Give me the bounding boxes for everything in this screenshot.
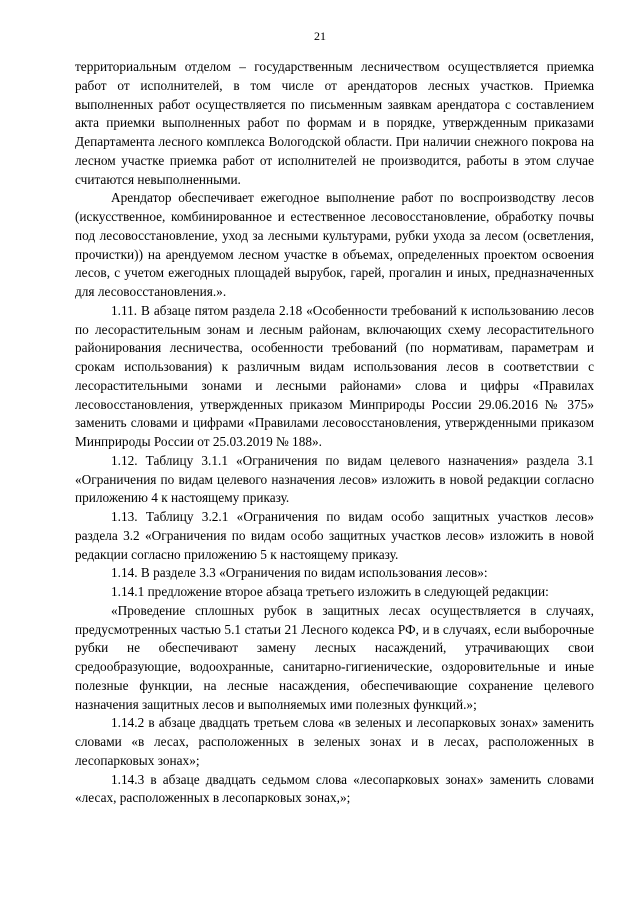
document-body: [75, 58, 594, 808]
paragraph-1-13: 1.13. Таблицу 3.2.1 «Ограничения по видам особо защитных участков лесов» раздела 3.2 «Ограничения по видам особо защитных участков лесов» изложить в новой редакции согласно приложению 5 к настоящему приказу.: [75, 509, 594, 562]
paragraph-1-11: 1.11. В абзаце пятом раздела 2.18 «Особенности требований к использованию лесов по лесорастительным зонам и лесным районам, включающих схему лесорастительного районирования лесничества, особенности требований (по нормативам, параметрам и срокам использования) к различным видам использования лесов в соответствии с лесорастительными зонами и лесными районами» слова и цифры «Правилах лесовосстановления, утвержденных приказом Минприроды России 29.06.2016 № 375» заменить словами и цифрами «Правилами лесовосстановления, утвержденными приказом Минприроды России от 25.03.2019 № 188».: [75, 302, 594, 449]
paragraph-1-14-1: 1.14.1 предложение второе абзаца третьего изложить в следующей редакции:: [111, 584, 549, 599]
paragraph-1-14-3: 1.14.3 в абзаце двадцать седьмом слова «лесопарковых зонах» заменить словами «лесах, расположенных в лесопарковых зонах,»;: [75, 771, 594, 806]
paragraph-acceptance-of-work: территориальным отделом – государственным лесничеством осуществляется приемка работ от исполнителей, в том числе от арендаторов лесных участков. Приемка выполненных работ осуществляется по письменным заявкам арендатора с составлением акта приемки выполненных работ по формам и в порядке, утвержденным приказами Департамента лесного комплекса Вологодской области. При наличии снежного покрова на лесном участке приемка работ от исполнителей не производится, работы в этом случае считаются невыполненными.: [75, 59, 594, 187]
paragraph-1-14-2: 1.14.2 в абзаце двадцать третьем слова «в зеленых и лесопарковых зонах» заменить словами «в лесах, расположенных в зеленых зонах и в лесах, расположенных в лесопарковых зонах»;: [75, 715, 594, 768]
paragraph-quoted-clearcut: «Проведение сплошных рубок в защитных лесах осуществляется в случаях, предусмотренных частью 5.1 статьи 21 Лесного кодекса РФ, и в случаях, если выборочные рубки не обеспечивают замену лесных насаждений, утрачивающих свои средообразующие, водоохранные, санитарно-гигиенические, оздоровительные и иные полезные функции, на лесные насаждения, обеспечивающие сохранение целевого назначения защитных лесов и выполняемых ими полезных функций.»;: [75, 602, 594, 712]
page-number: 21: [314, 29, 326, 43]
paragraph-1-12: 1.12. Таблицу 3.1.1 «Ограничения по видам целевого назначения» раздела 3.1 «Ограничения по видам целевого назначения лесов» изложить в новой редакции согласно приложению 4 к настоящему приказу.: [75, 452, 594, 506]
paragraph-1-14: 1.14. В разделе 3.3 «Ограничения по видам использования лесов»:: [111, 565, 488, 581]
paragraph-reforestation-duties: Арендатор обеспечивает ежегодное выполнение работ по воспроизводству лесов (искусственное, комбинированное и естественное лесовосстановление, обработку почвы под лесовосстановление, уход за лесными культурами, рубки ухода за лесом (осветления, прочистки)) на арендуемом лесном участке в объемах, определенных проектом освоения лесов, с учетом ежегодных площадей вырубок, гарей, прогалин и иных, предназначенных для лесовосстановления.».: [75, 190, 594, 299]
